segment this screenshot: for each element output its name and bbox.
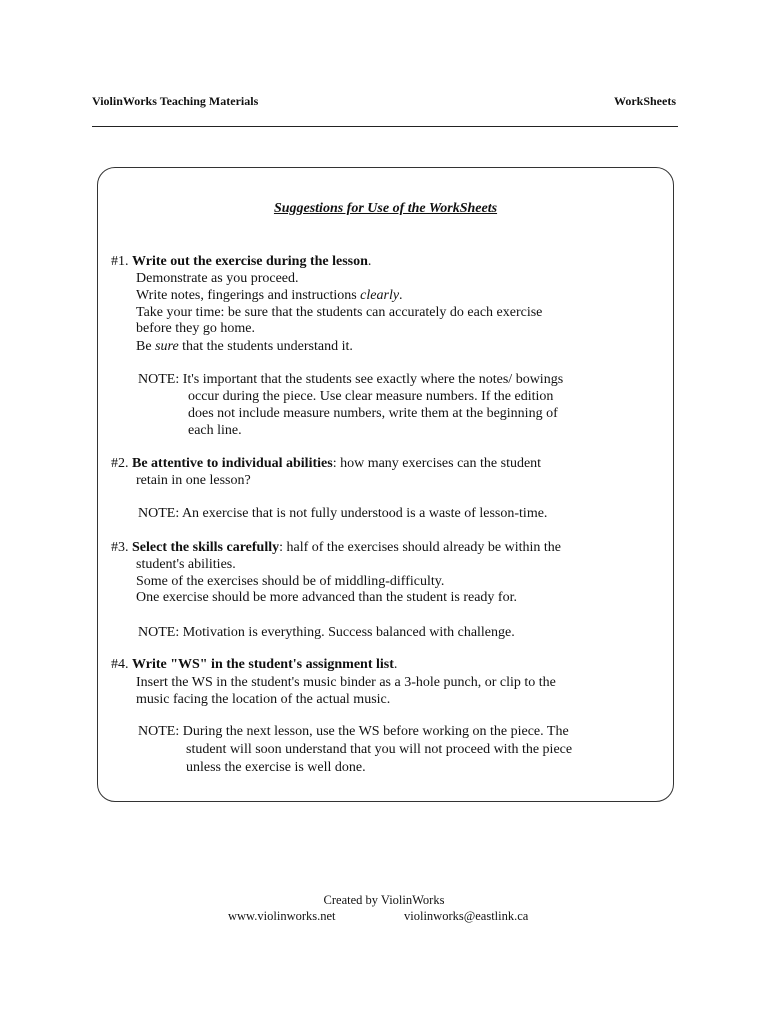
s4-note-1: NOTE: During the next lesson, use the WS before working on the piece. The bbox=[138, 724, 569, 739]
s2-heading: Be attentive to individual abilities bbox=[132, 456, 333, 471]
s3-note: NOTE: Motivation is everything. Success balanced with challenge. bbox=[138, 625, 515, 640]
s3-heading: Select the skills carefully bbox=[132, 540, 280, 555]
s4-note-2: student will soon understand that you will not proceed with the piece bbox=[186, 742, 573, 757]
s1-line-2a: Write notes, fingerings and instructions bbox=[136, 288, 361, 303]
s1-line-5a: Be bbox=[136, 339, 156, 354]
s1-line-5b: sure bbox=[155, 339, 179, 354]
s1-note-2: occur during the piece. Use clear measure numbers. If the edition bbox=[188, 389, 554, 404]
s2-number: #2. bbox=[111, 456, 129, 471]
footer-email[interactable]: violinworks@eastlink.ca bbox=[404, 909, 529, 923]
s4-number: #4. bbox=[111, 657, 129, 672]
s3-number: #3. bbox=[111, 540, 129, 555]
header-rule bbox=[92, 126, 678, 127]
s2-line-2: retain in one lesson? bbox=[136, 473, 251, 488]
s4-heading-line bbox=[111, 657, 397, 673]
s1-line-2c: . bbox=[399, 288, 403, 303]
header-right: WorkSheets bbox=[613, 94, 676, 108]
s2-note: NOTE: An exercise that is not fully understood is a waste of lesson-time. bbox=[138, 506, 548, 521]
header-left: ViolinWorks Teaching Materials bbox=[92, 94, 259, 108]
s1-note-1: NOTE: It's important that the students see exactly where the notes/ bowings bbox=[138, 372, 564, 387]
s1-note-3: does not include measure numbers, write them at the beginning of bbox=[188, 406, 558, 421]
s2-heading-line bbox=[111, 456, 541, 472]
s2-heading-rest: : how many exercises can the student bbox=[332, 456, 542, 471]
s4-line-2: Insert the WS in the student's music binder as a 3-hole punch, or clip to the bbox=[136, 675, 556, 690]
s1-heading-line bbox=[111, 254, 371, 270]
s3-heading-line bbox=[111, 540, 561, 556]
s3-heading-rest: : half of the exercises should already be within the bbox=[279, 540, 561, 555]
s4-line-3: music facing the location of the actual music. bbox=[136, 692, 391, 707]
box-title: Suggestions for Use of the WorkSheets bbox=[273, 201, 498, 216]
s1-heading-end: . bbox=[367, 254, 372, 269]
s4-heading-end: . bbox=[393, 657, 398, 672]
s1-line-2 bbox=[136, 288, 403, 304]
s1-line-5 bbox=[136, 339, 353, 355]
s1-line-5c: that the students understand it. bbox=[178, 339, 353, 354]
s4-heading: Write "WS" in the student's assignment list bbox=[132, 657, 394, 672]
footer-created: Created by ViolinWorks bbox=[323, 893, 445, 907]
footer-website[interactable]: www.violinworks.net bbox=[228, 909, 336, 923]
s3-line-3: Some of the exercises should be of middling-difficulty. bbox=[136, 574, 445, 589]
s1-heading: Write out the exercise during the lesson bbox=[132, 254, 368, 269]
s3-line-2: student's abilities. bbox=[136, 557, 236, 572]
s1-line-3: Take your time: be sure that the students can accurately do each exercise bbox=[136, 305, 543, 320]
s1-note-4: each line. bbox=[188, 423, 242, 438]
s1-number: #1. bbox=[111, 254, 129, 269]
s1-line-4: before they go home. bbox=[136, 321, 255, 336]
s1-line-1: Demonstrate as you proceed. bbox=[136, 271, 299, 286]
s4-note-3: unless the exercise is well done. bbox=[186, 760, 366, 775]
s3-line-4: One exercise should be more advanced than the student is ready for. bbox=[136, 590, 517, 605]
s1-line-2b: clearly bbox=[360, 288, 400, 303]
